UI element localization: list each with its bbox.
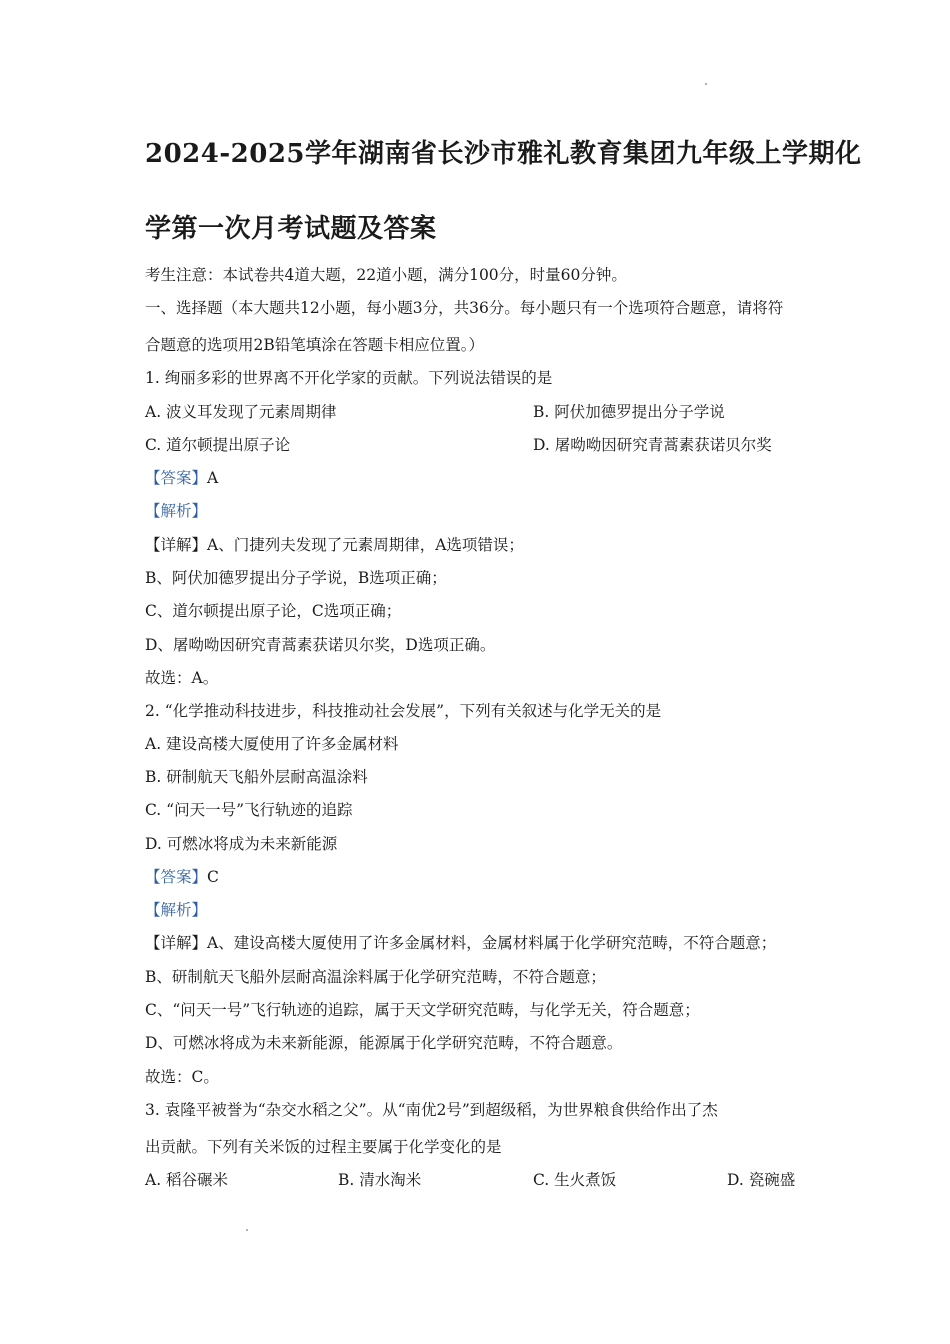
answer-value: C	[207, 868, 219, 886]
q1-detail-2: B、阿伏加德罗提出分子学说，B选项正确；	[145, 569, 447, 587]
answer-value: A	[207, 469, 219, 487]
q3-option-a: A. 稻谷碾米	[145, 1171, 229, 1189]
q2-stem: 2. “化学推动科技进步，科技推动社会发展”，下列有关叙述与化学无关的是	[145, 702, 662, 720]
q3-option-b: B. 清水淘米	[338, 1171, 422, 1189]
q1-stem: 1. 绚丽多彩的世界离不开化学家的贡献。下列说法错误的是	[145, 369, 553, 387]
q1-option-a: A. 波义耳发现了元素周期律	[145, 403, 337, 421]
q3-option-c: C. 生火煮饭	[533, 1171, 617, 1189]
q2-option-c: C. “问天一号”飞行轨迹的追踪	[145, 801, 353, 819]
exam-notice: 考生注意：本试卷共4道大题，22道小题，满分100分，时量60分钟。	[145, 266, 627, 284]
q2-choose: 故选：C。	[145, 1068, 219, 1086]
q2-option-d: D. 可燃冰将成为未来新能源	[145, 835, 338, 853]
q1-detail-1	[145, 535, 524, 555]
q3-stem-line2: 出贡献。下列有关米饭的过程主要属于化学变化的是	[145, 1138, 502, 1156]
q2-option-a: A. 建设高楼大厦使用了许多金属材料	[145, 735, 399, 753]
decorative-dot	[246, 1229, 248, 1231]
detail-text: A、建设高楼大厦使用了许多金属材料，金属材料属于化学研究范畴，不符合题意；	[207, 934, 777, 952]
q3-stem-line1: 3. 袁隆平被誉为“杂交水稻之父”。从“南优2号”到超级稻，为世界粮食供给作出了杰	[145, 1101, 718, 1119]
q2-detail-1	[145, 933, 776, 953]
q2-detail-2: B、研制航天飞船外层耐高温涂料属于化学研究范畴，不符合题意；	[145, 968, 606, 986]
answer-tag: 【答案】	[145, 868, 208, 886]
detail-tag: 【详解】	[145, 934, 208, 952]
section-heading-line1: 一、选择题（本大题共12小题，每小题3分，共36分。每小题只有一个选项符合题意，请将符	[145, 299, 784, 317]
q1-option-b: B. 阿伏加德罗提出分子学说	[533, 403, 725, 421]
q1-detail-3: C、道尔顿提出原子论，C选项正确；	[145, 602, 402, 620]
q1-choose: 故选：A。	[145, 669, 219, 687]
q3-option-d: D. 瓷碗盛	[727, 1171, 796, 1189]
doc-title-line1: 2024-2025学年湖南省长沙市雅礼教育集团九年级上学期化	[145, 139, 862, 169]
decorative-dot	[705, 83, 707, 85]
q2-answer	[145, 867, 219, 887]
q1-analysis-tag: 【解析】	[145, 502, 208, 520]
answer-tag: 【答案】	[145, 469, 208, 487]
doc-title-line2: 学第一次月考试题及答案	[145, 214, 437, 244]
q1-detail-4: D、屠呦呦因研究青蒿素获诺贝尔奖，D选项正确。	[145, 636, 496, 654]
q1-answer	[145, 468, 218, 488]
q1-option-d: D. 屠呦呦因研究青蒿素获诺贝尔奖	[533, 436, 772, 454]
q2-option-b: B. 研制航天飞船外层耐高温涂料	[145, 768, 368, 786]
detail-tag: 【详解】	[145, 536, 208, 554]
q2-detail-4: D、可燃冰将成为未来新能源，能源属于化学研究范畴，不符合题意。	[145, 1034, 623, 1052]
section-heading-line2: 合题意的选项用2B铅笔填涂在答题卡相应位置。）	[145, 336, 485, 354]
q1-option-c: C. 道尔顿提出原子论	[145, 436, 291, 454]
q2-analysis-tag: 【解析】	[145, 901, 208, 919]
q2-detail-3: C、“问天一号”飞行轨迹的追踪，属于天文学研究范畴，与化学无关，符合题意；	[145, 1001, 700, 1019]
detail-text: A、门捷列夫发现了元素周期律，A选项错误；	[207, 536, 524, 554]
